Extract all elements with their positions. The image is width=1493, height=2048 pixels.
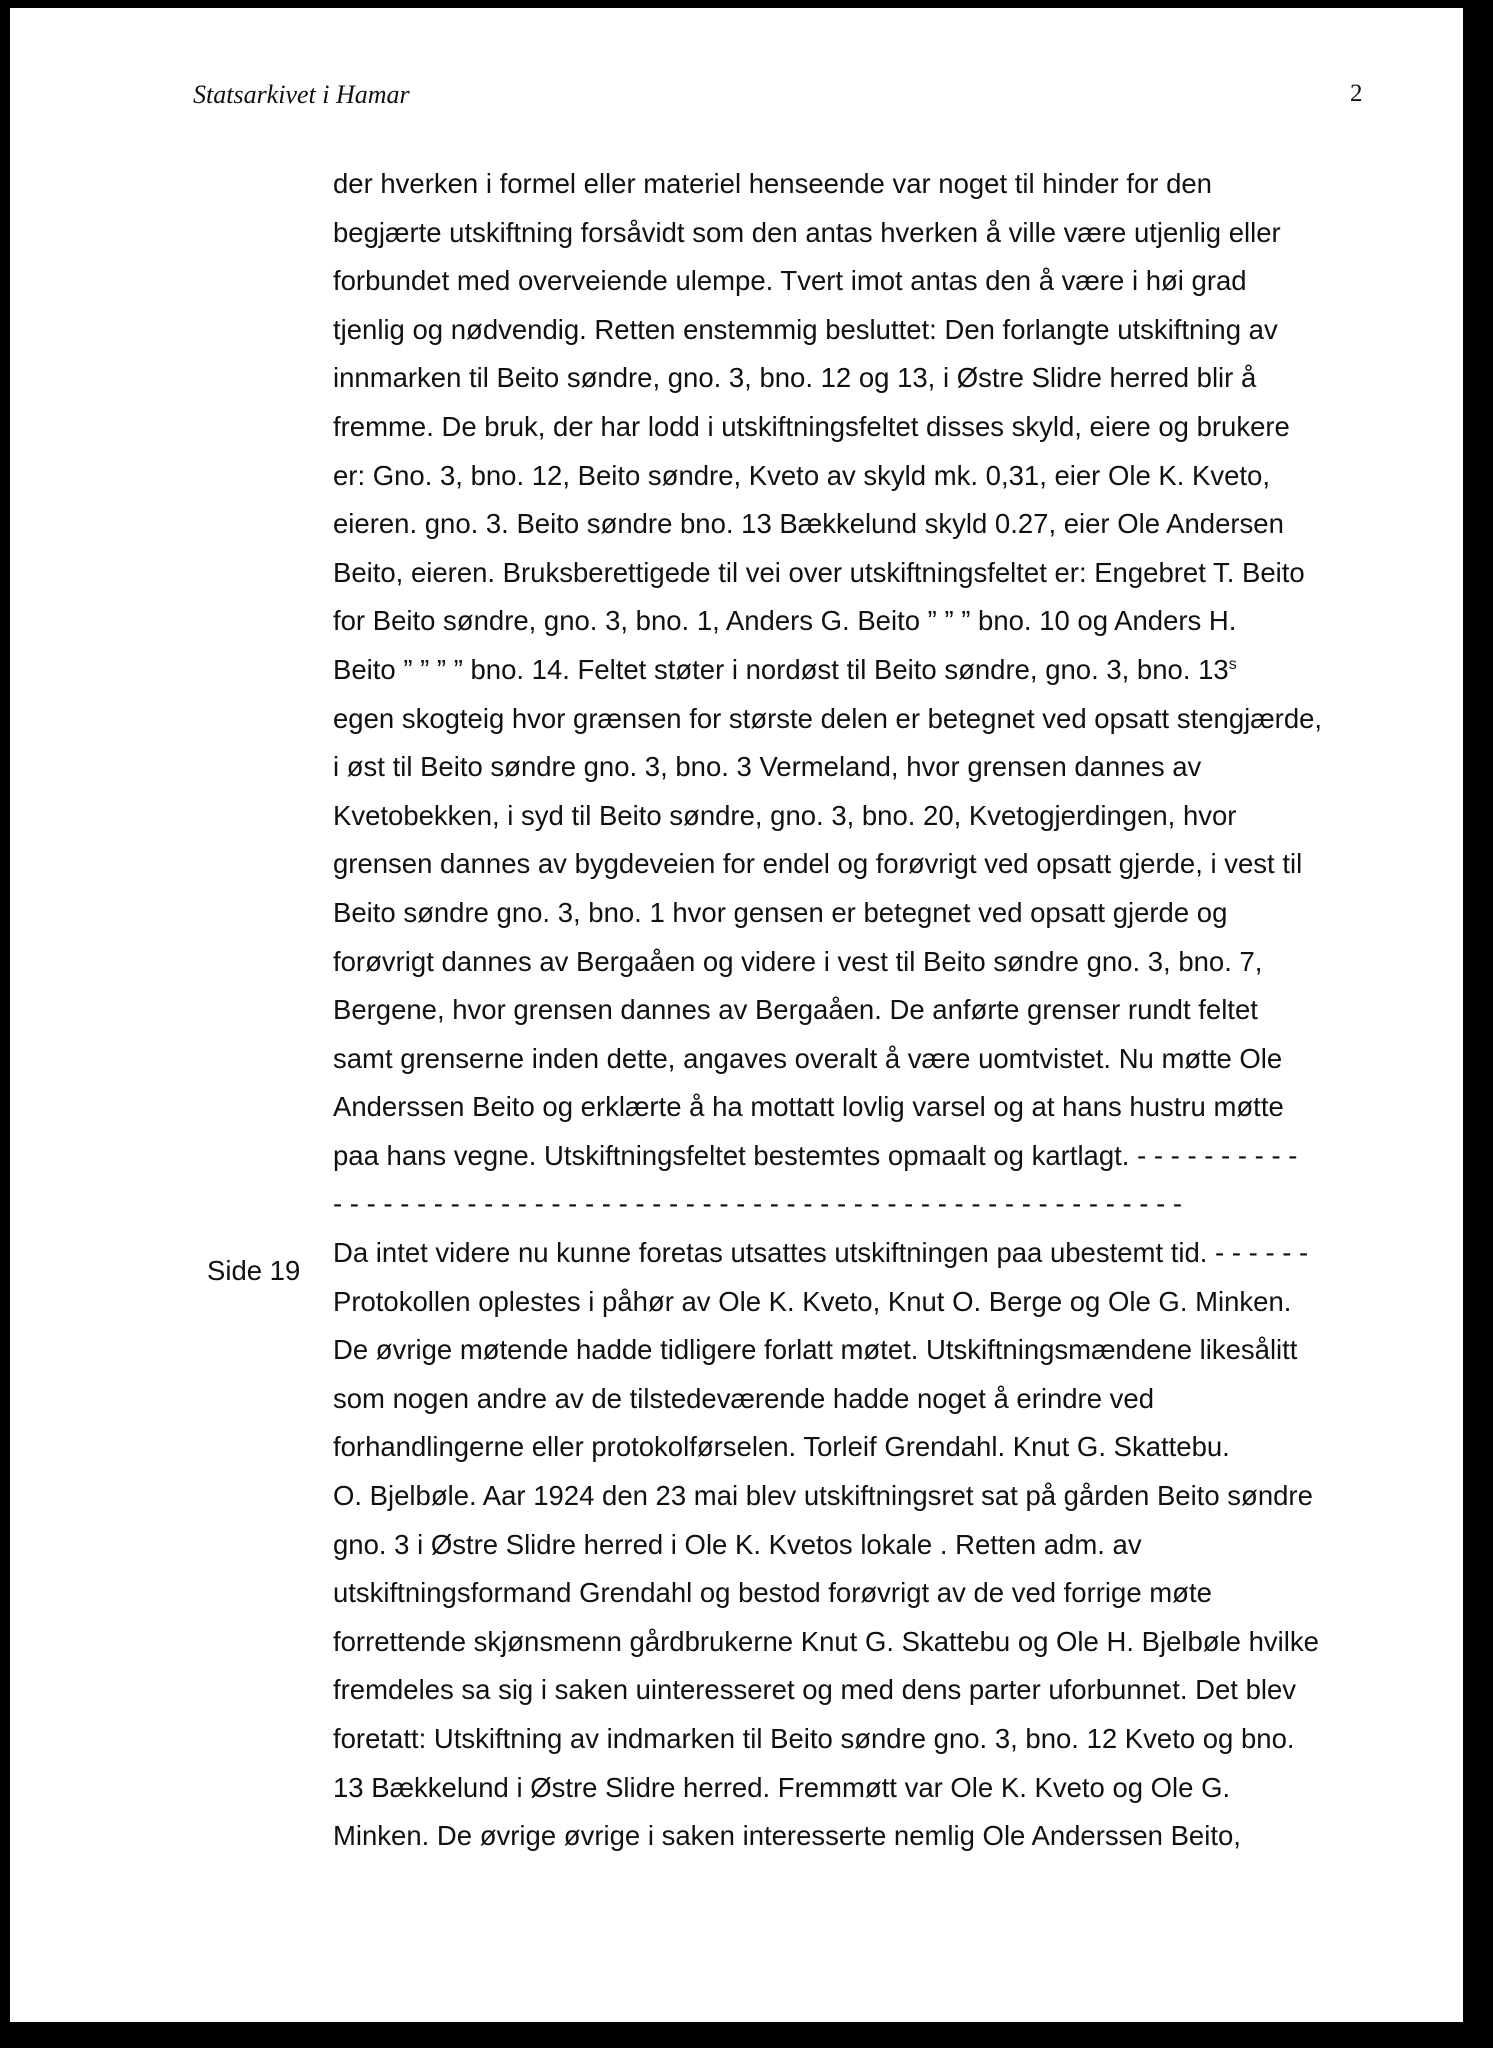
text-line: forøvrigt dannes av Bergaåen og videre i vest til Beito søndre gno. 3, bno. 7, [333,945,1263,977]
text-line-with-superscript [333,646,1453,695]
text-line: paa hans vegne. Utskiftningsfeltet bestemtes opmaalt og kartlagt. - - - - - - - - - - [333,1139,1298,1171]
text-line: Da intet videre nu kunne foretas utsattes utskiftningen paa ubestemt tid. - - - - - - [333,1237,1309,1269]
text-line: forrettende skjønsmenn gårdbrukerne Knut G. Skattebu og Ole H. Bjelbøle hvilke [333,1625,1319,1657]
superscript: s [1228,655,1237,673]
text-line: O. Bjelbøle. Aar 1924 den 23 mai blev utskiftningsret sat på gården Beito søndre [333,1480,1313,1512]
text-line: innmarken til Beito søndre, gno. 3, bno. 12 og 13, i Østre Slidre herred blir å [333,362,1257,394]
text-line: som nogen andre av de tilstedeværende hadde noget å erindre ved [333,1382,1154,1414]
margin-note-page-reference: Side 19 [207,1255,301,1286]
text-line: Minken. De øvrige øvrige i saken interesserte nemlig Ole Anderssen Beito, [333,1820,1241,1852]
text-line: Beito søndre gno. 3, bno. 1 hvor gensen er betegnet ved opsatt gjerde og [333,896,1228,928]
text-line: Beito, eieren. Bruksberettigede til vei over utskiftningsfeltet er: Engebret T. Beito [333,556,1305,588]
text-line: Bergene, hvor grensen dannes av Bergaåen. De anførte grenser rundt feltet [333,994,1258,1026]
archive-header: Statsarkivet i Hamar [193,80,410,109]
text-line: tjenlig og nødvendig. Retten enstemmig besluttet: Den forlangte utskiftning av [333,313,1278,345]
text-line: fremdeles sa sig i saken uinteresseret og med dens parter uforbunnet. Det blev [333,1674,1297,1706]
page-number: 2 [1350,80,1363,107]
text-line: der hverken i formel eller materiel henseende var noget til hinder for den [333,168,1212,199]
text-line: foretatt: Utskiftning av indmarken til Beito søndre gno. 3, bno. 12 Kveto og bno. [333,1723,1295,1754]
text-line: De øvrige møtende hadde tidligere forlatt møtet. Utskiftningsmændene likesålitt [333,1334,1298,1366]
text-line: begjærte utskiftning forsåvidt som den antas hverken å ville være utjenlig eller [333,216,1281,248]
dashed-separator-line: - - - - - - - - - - - - - - - - - - - - - - - - - - - - - - - - - - - - - - - - - - - - - - - - - - - [333,1188,1183,1220]
text-line: 13 Bækkelund i Østre Slidre herred. Fremmøtt var Ole K. Kveto og Ole G. [333,1771,1231,1803]
text-line-main: Beito ” ” ” ” bno. 14. Feltet støter i nordøst til Beito søndre, gno. 3, bno. 13 [333,653,1229,685]
document-body [333,160,1453,1861]
text-line: forhandlingerne eller protokolførselen. Torleif Grendahl. Knut G. Skattebu. [333,1431,1230,1463]
text-line: i øst til Beito søndre gno. 3, bno. 3 Vermeland, hvor grensen dannes av [333,751,1202,783]
text-line: grensen dannes av bygdeveien for endel og forøvrigt ved opsatt gjerde, i vest til [333,848,1303,880]
text-line: Protokollen oplestes i påhør av Ole K. Kveto, Knut O. Berge og Ole G. Minken. [333,1285,1292,1317]
text-line: utskiftningsformand Grendahl og bestod forøvrigt av de ved forrige møte [333,1577,1212,1609]
text-line: egen skogteig hvor grænsen for største delen er betegnet ved opsatt stengjærde, [333,702,1323,734]
text-line: er: Gno. 3, bno. 12, Beito søndre, Kveto av skyld mk. 0,31, eier Ole K. Kveto, [333,459,1270,491]
text-line: for Beito søndre, gno. 3, bno. 1, Anders G. Beito ” ” ” bno. 10 og Anders H. [333,605,1237,637]
text-line: Kvetobekken, i syd til Beito søndre, gno. 3, bno. 20, Kvetogjerdingen, hvor [333,799,1237,831]
text-line: forbundet med overveiende ulempe. Tvert imot antas den å være i høi grad [333,265,1247,297]
text-line: gno. 3 i Østre Slidre herred i Ole K. Kvetos lokale . Retten adm. av [333,1528,1142,1560]
text-line: Anderssen Beito og erklærte å ha mottatt lovlig varsel og at hans hustru møtte [333,1091,1284,1123]
text-line: eieren. gno. 3. Beito søndre bno. 13 Bækkelund skyld 0.27, eier Ole Andersen [333,508,1284,540]
text-line: samt grenserne inden dette, angaves overalt å være uomtvistet. Nu møtte Ole [333,1042,1283,1074]
text-line: fremme. De bruk, der har lodd i utskiftningsfeltet disses skyld, eiere og brukere [333,410,1290,442]
